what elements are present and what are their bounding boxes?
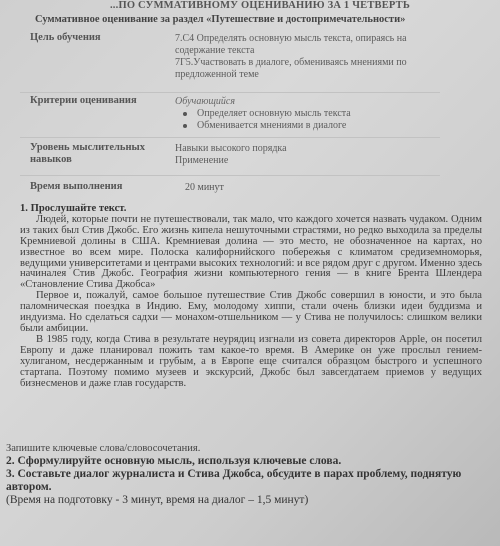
text-paragraph: Людей, которые почти не путешествовали, так мало, что каждого хочется назвать чудаком. Одним из таких был Стив Джобс. Его жизнь кипела нешуточными страстями, но редко выходила за пределы Кремниевой долины в США. Кремниевая долина — это место, не обозначенное на картах, но известное во всем мире. Полоска калифорнийского побережья с климатом средиземноморья, ведущими университетами и центрами высоких технологий: и все рядом друг с другом. Именно здесь начиналея Стив Джобс. География жизни компьютерного гения — в книге Брента Шлендера «Становление Стива Джобса» (20, 213, 482, 291)
task-dialog-text: 3. Составьте диалог журналиста и Стива Джобса, обсудите в парах проблему, поднятую автором. (6, 468, 462, 493)
time-label: Время выполнения (30, 181, 123, 192)
criteria-list (175, 108, 351, 132)
tasks-block (6, 442, 492, 507)
goal-line: предложенной теме (175, 69, 259, 80)
goal-line: 7Г5.Участвовать в диалоге, обмениваясь мнениями по (175, 57, 407, 68)
reading-text (20, 204, 482, 389)
level-label-line: навыков (30, 154, 72, 165)
time-value: 20 минут (185, 182, 224, 193)
text-paragraph: Первое и, пожалуй, самое большое путешествие Стив Джобс совершил в юности, и это была паломническая поездка в Индию. Ему, молодому хиппи, стали очень близки идеи буддизма и индуизма. Но сделаться садхи — монахом-отшельником — у Стива не получилось: слишком велики были амбиции. (20, 290, 482, 334)
task-dialog (6, 468, 492, 494)
text-paragraph: В 1985 году, когда Стива в результате неурядиц изгнали из совета директоров Apple, он посетил Европу и даже планировал пожить там какое-то время. В Америке он уже прослыл гением-хулиганом, несдержанным и грубым, а в Европе еще считался образцом быстрого и успешного стартапа. Поэтому помимо музеев и экскурсий, Джобс был завсегдатаем приемов у ведущих бизнесменов и даже глав государств. (20, 333, 482, 389)
criteria-item: Обменивается мнениями в диалоге (175, 120, 351, 132)
level-value-line: Применение (175, 155, 229, 166)
divider (20, 175, 440, 176)
task-keywords: Запишите ключевые слова/словосочетания. (6, 443, 201, 454)
level-label-line: Уровень мыслительных (30, 142, 145, 153)
criteria-item: Определяет основную мысль текста (175, 108, 351, 120)
level-value-line: Навыки высокого порядка (175, 143, 287, 154)
task-time-note: (Время на подготовку - 3 минут, время на диалог – 1,5 минут) (6, 494, 309, 506)
criteria-head: Обучающийся (175, 96, 236, 107)
divider (20, 92, 440, 93)
criteria-label: Критерии оценивания (30, 95, 137, 106)
goal-line: содержание текста (175, 45, 255, 56)
section-title: Суммативное оценивание за раздел «Путешествие и достопримечательности» (35, 14, 406, 25)
level-value (175, 143, 287, 167)
document-header: ...ПО СУММАТИВНОМУ ОЦЕНИВАНИЮ ЗА 1 ЧЕТВЕРТЬ (109, 0, 411, 11)
level-label (30, 142, 145, 166)
divider (20, 137, 440, 138)
goal-line: 7.С4 Определять основную мысль текста, опираясь на (175, 33, 407, 44)
task-main-idea-text: 2. Сформулируйте основную мысль, используя ключевые слова. (6, 455, 342, 467)
task-intro: 1. Прослушайте текст. (20, 203, 127, 214)
task-main-idea (6, 455, 492, 468)
goal-value (175, 33, 407, 81)
criteria-value (175, 96, 351, 132)
goal-label: Цель обучения (30, 32, 101, 43)
